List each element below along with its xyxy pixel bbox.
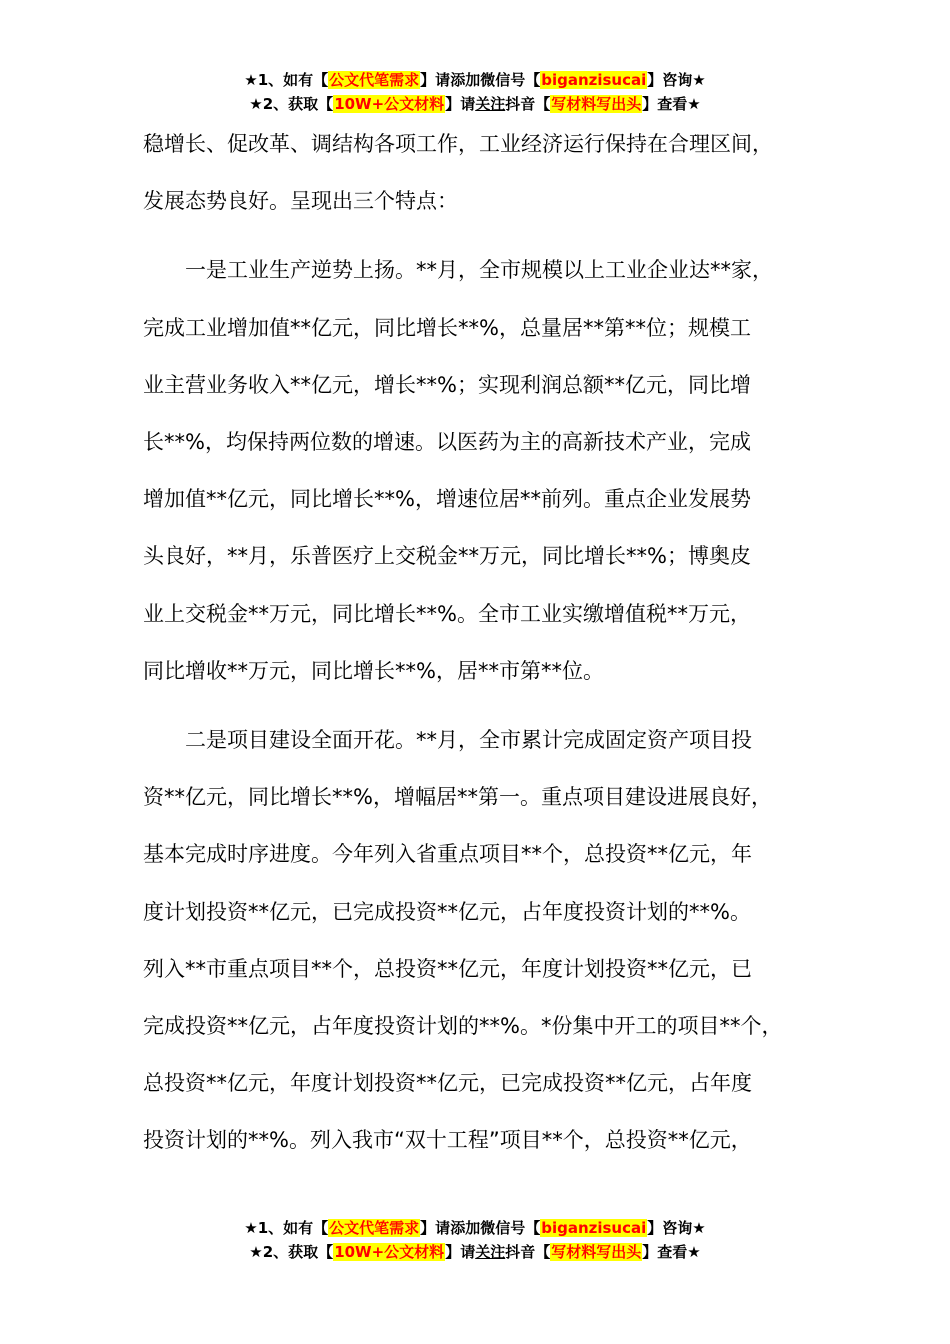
banner-emphasis: 关注: [475, 1243, 506, 1261]
banner-highlight-wechat-id: biganzisucai: [541, 1219, 647, 1237]
footer-banner: [0, 1216, 950, 1264]
banner-text: ★2、获取【: [249, 95, 334, 113]
body-line: 头良好，**月，乐普医疗上交税金**万元，同比增长**%；博奥皮: [143, 544, 751, 569]
banner-emphasis: 关注: [475, 95, 506, 113]
banner-highlight-douyin: 写材料写出头: [551, 1243, 642, 1261]
banner-text: 】查看★: [642, 1243, 701, 1261]
banner-highlight: 10W+公文材料: [334, 95, 445, 113]
banner-line-2: [0, 1240, 950, 1264]
banner-text: 抖音【: [505, 1243, 551, 1261]
body-line: 度计划投资**亿元，已完成投资**亿元，占年度投资计划的**%。: [143, 899, 751, 924]
body-line: 发展态势良好。呈现出三个特点：: [143, 189, 458, 214]
body-line: 一是工业生产逆势上扬。**月，全市规模以上工业企业达**家，: [143, 258, 773, 283]
banner-text: ★1、如有【: [244, 71, 329, 89]
banner-text: 微信号【: [480, 1219, 541, 1237]
banner-highlight: 10W+公文材料: [334, 1243, 445, 1261]
banner-text: 】咨询★: [647, 1219, 706, 1237]
body-line: 长**%，均保持两位数的增速。以医药为主的高新技术产业，完成: [143, 430, 751, 455]
body-line: 业主营业务收入**亿元，增长**%；实现利润总额**亿元，同比增: [143, 372, 751, 397]
body-line: 基本完成时序进度。今年列入省重点项目**个，总投资**亿元，年: [143, 842, 752, 867]
header-banner: [0, 68, 950, 116]
banner-highlight: 公文代笔需求: [329, 1219, 420, 1237]
body-line: 资**亿元，同比增长**%，增幅居**第一。重点项目建设进展良好，: [143, 785, 772, 810]
body-line: 总投资**亿元，年度计划投资**亿元，已完成投资**亿元，占年度: [143, 1071, 752, 1096]
banner-text: 】请: [420, 71, 451, 89]
banner-text: 】咨询★: [647, 71, 706, 89]
body-line: 完成投资**亿元，占年度投资计划的**%。*份集中开工的项目**个，: [143, 1014, 783, 1039]
banner-line-2: [0, 92, 950, 116]
banner-line-1: [0, 68, 950, 92]
body-line: 列入**市重点项目**个，总投资**亿元，年度计划投资**亿元，已: [143, 956, 752, 981]
banner-highlight-wechat-id: biganzisucai: [541, 71, 647, 89]
banner-text: 抖音【: [505, 95, 551, 113]
paragraph-gap: [143, 230, 833, 242]
banner-text: 微信号【: [480, 71, 541, 89]
banner-text: 】查看★: [642, 95, 701, 113]
body-line: 投资计划的**%。列入我市“双十工程”项目**个，总投资**亿元，: [143, 1128, 752, 1153]
banner-text: ★2、获取【: [249, 1243, 334, 1261]
banner-highlight: 公文代笔需求: [329, 71, 420, 89]
document-body: [143, 116, 833, 1170]
banner-text: 】请: [420, 1219, 451, 1237]
banner-text: 】请: [445, 95, 476, 113]
body-line: 完成工业增加值**亿元，同比增长**%，总量居**第**位；规模工: [143, 315, 751, 340]
banner-text: 】请: [445, 1243, 476, 1261]
body-line: 稳增长、促改革、调结构各项工作，工业经济运行保持在合理区间，: [143, 132, 773, 156]
paragraph-gap: [143, 700, 833, 712]
body-line: 同比增收**万元，同比增长**%，居**市第**位。: [143, 658, 604, 683]
banner-emphasis: 添加: [450, 1219, 481, 1237]
banner-text: ★1、如有【: [244, 1219, 329, 1237]
banner-highlight-douyin: 写材料写出头: [551, 95, 642, 113]
banner-emphasis: 添加: [450, 71, 481, 89]
body-line: 业上交税金**万元，同比增长**%。全市工业实缴增值税**万元，: [143, 601, 751, 626]
banner-line-1: [0, 1216, 950, 1240]
body-line: 增加值**亿元，同比增长**%，增速位居**前列。重点企业发展势: [143, 487, 751, 512]
body-line: 二是项目建设全面开花。**月，全市累计完成固定资产项目投: [143, 728, 752, 753]
